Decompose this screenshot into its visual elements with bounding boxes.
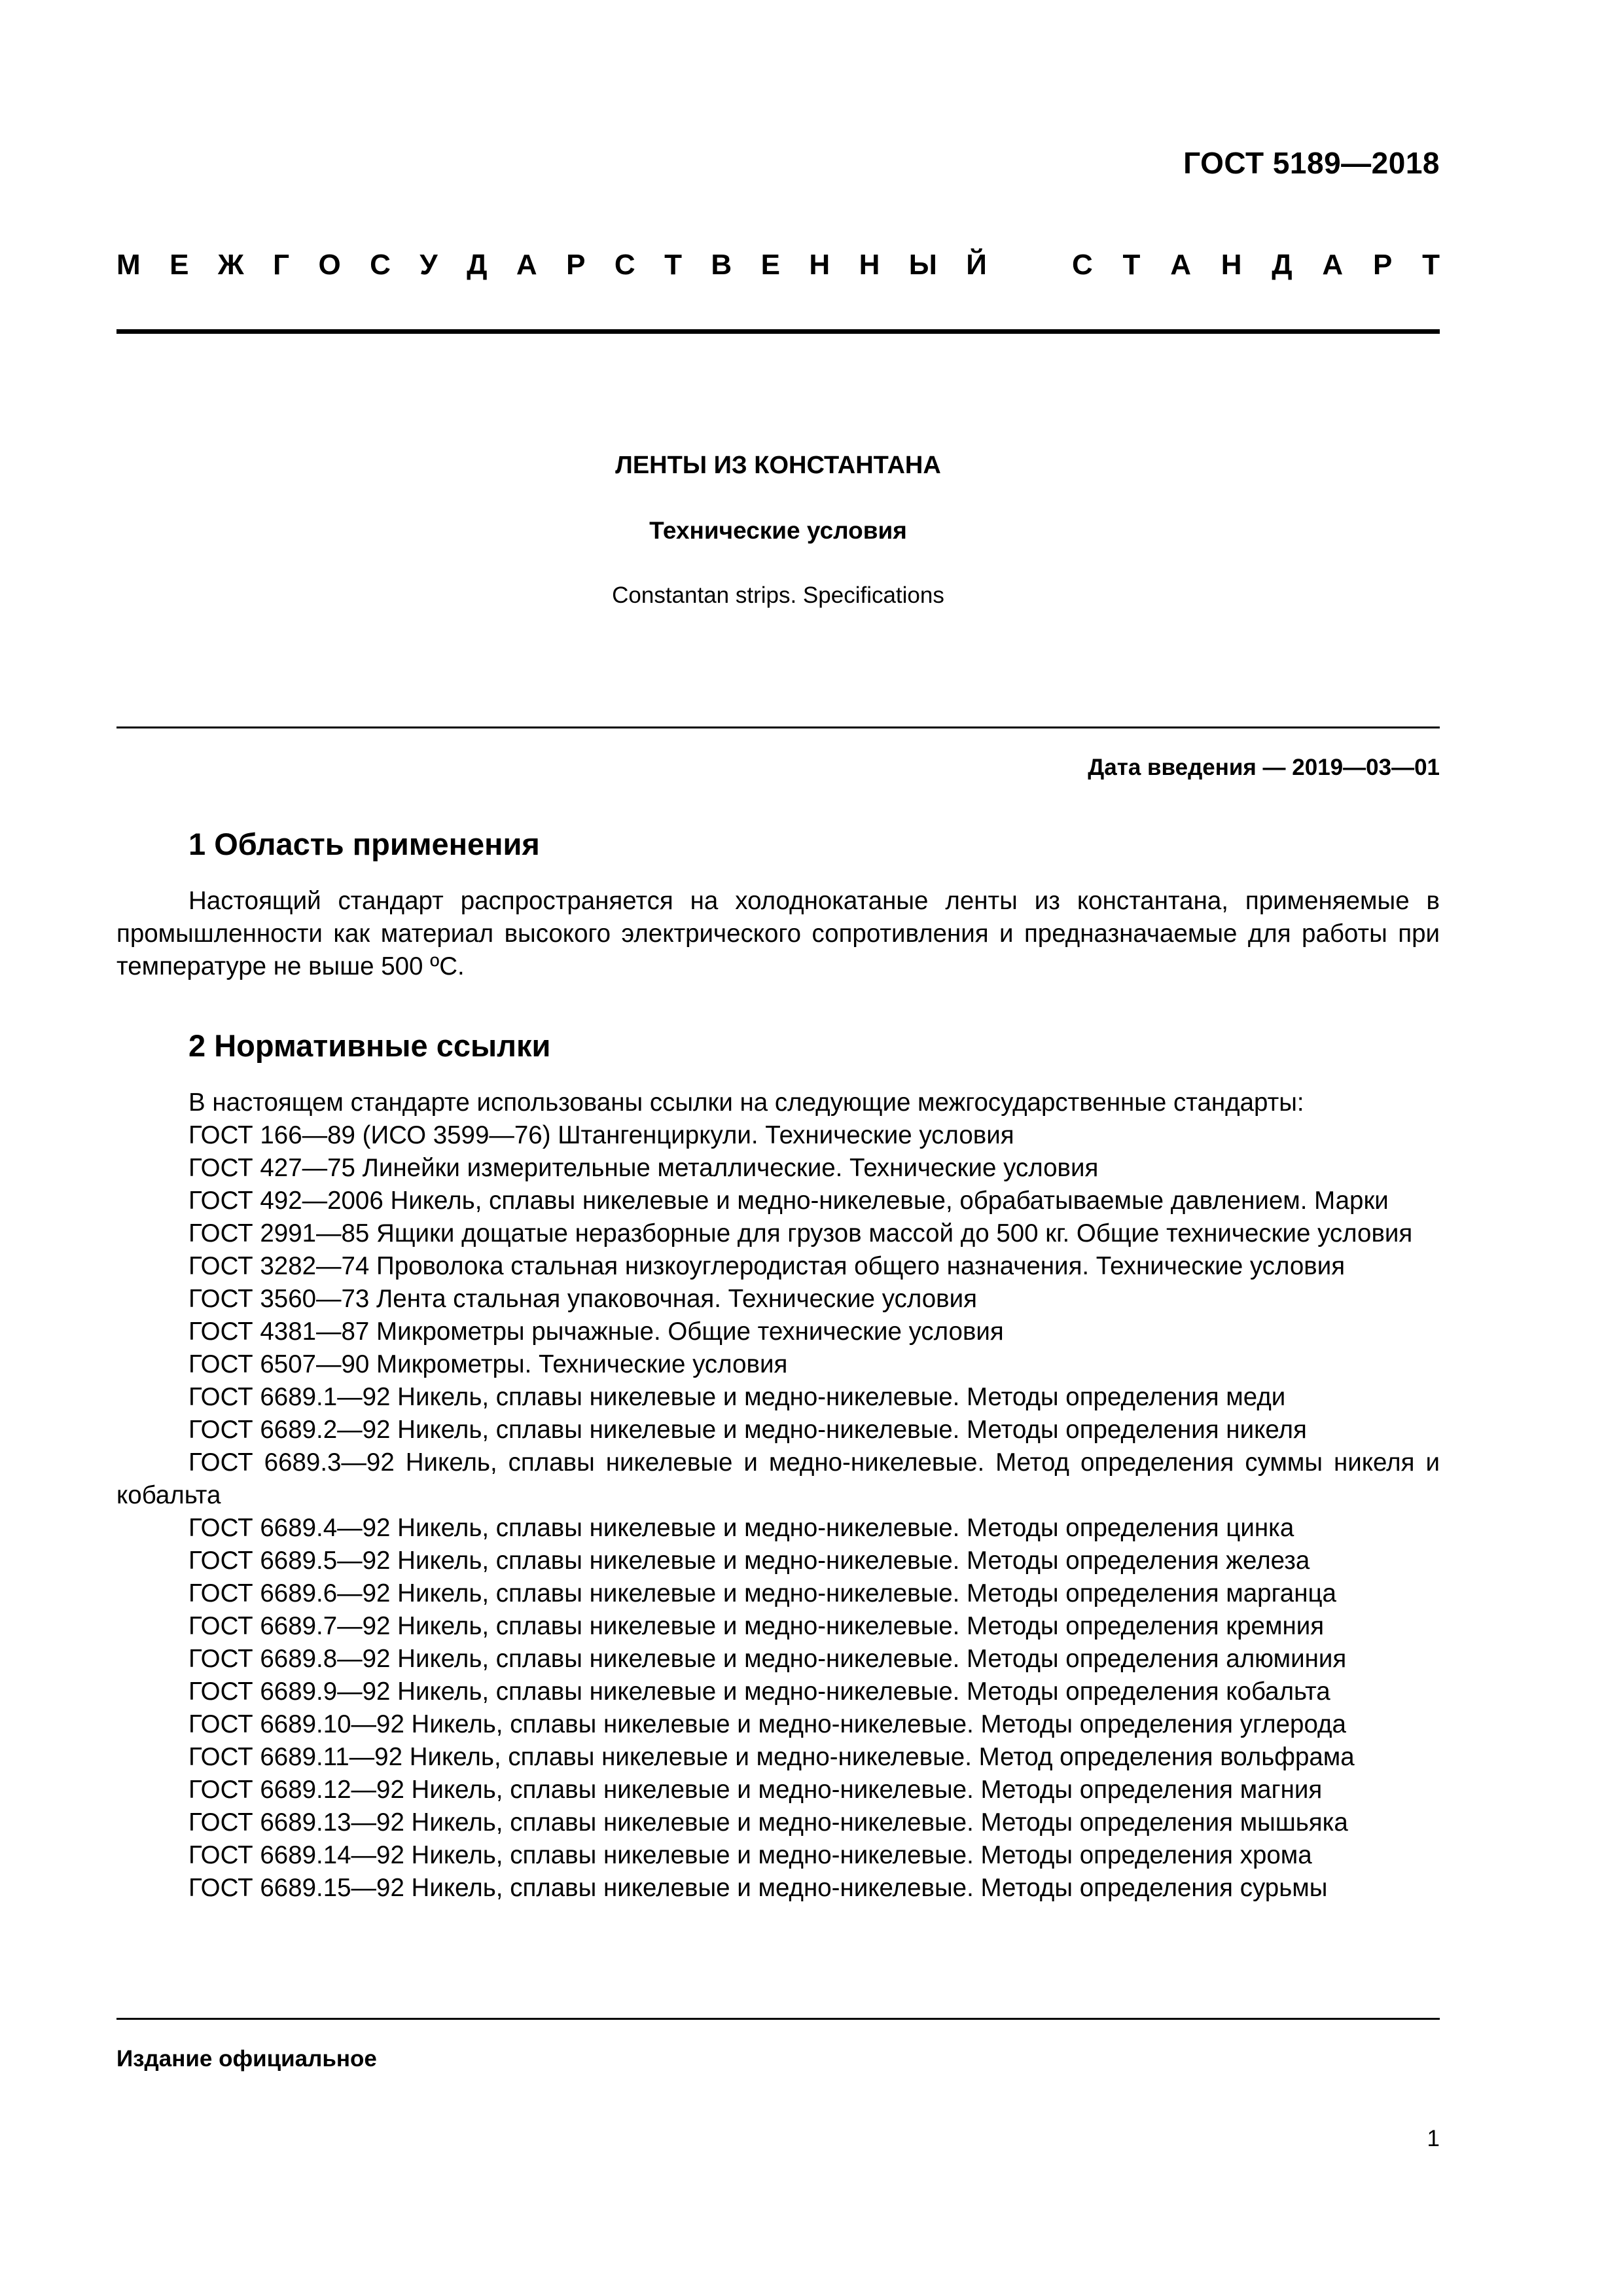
reference-item: ГОСТ 166—89 (ИСО 3599—76) Штангенциркули. Технические условия [188,1121,1014,1149]
category-letter: Е [760,249,780,281]
reference-item: ГОСТ 6689.7—92 Никель, сплавы никелевые и медно-никелевые. Методы определения кремния [188,1612,1325,1640]
category-letter: О [318,249,341,281]
category-word-standard [1072,249,1440,281]
reference-item: ГОСТ 492—2006 Никель, сплавы никелевые и медно-никелевые, обрабатываемые давлением. Марки [188,1187,1389,1215]
category-letter: У [419,249,438,281]
reference-item: ГОСТ 6507—90 Микрометры. Технические условия [188,1350,788,1378]
document-page [116,0,1440,2296]
document-subtitle: Технические условия [649,517,907,544]
standard-category [116,249,1440,281]
reference-item: ГОСТ 6689.3—92 Никель, сплавы никелевые и медно-никелевые. Метод определения суммы никеля и кобальта [116,1448,1440,1509]
section-1-text: Настоящий стандарт распространяется на холоднокатаные ленты из константана, применяемые в промышленности как материал высокого электрического сопротивления и предназначаемые для работы при температуре не выше 500 ºС. [116,887,1440,980]
category-word-interstate [116,249,987,281]
section-1-heading: 1 Область применения [188,827,540,861]
reference-item: ГОСТ 6689.12—92 Никель, сплавы никелевые и медно-никелевые. Методы определения магния [188,1776,1323,1804]
edition-label: Издание официальное [116,2046,377,2072]
reference-item: ГОСТ 3282—74 Проволока стальная низкоуглеродистая общего назначения. Технические условия [188,1252,1346,1280]
category-letter: Т [664,249,682,281]
category-letter: Ж [217,249,244,281]
category-letter: Д [1272,249,1293,281]
reference-item: ГОСТ 6689.1—92 Никель, сплавы никелевые и медно-никелевые. Методы определения меди [188,1383,1286,1411]
page-number: 1 [1427,2126,1440,2151]
category-letter: С [614,249,635,281]
references-intro: В настоящем стандарте использованы ссылки на следующие межгосударственные стандарты: [188,1088,1304,1117]
category-letter: С [1072,249,1093,281]
category-letter: В [711,249,732,281]
reference-item: ГОСТ 6689.5—92 Никель, сплавы никелевые и медно-никелевые. Методы определения железа [188,1547,1310,1575]
reference-item: ГОСТ 6689.2—92 Никель, сплавы никелевые и медно-никелевые. Методы определения никеля [188,1416,1307,1444]
category-letter: Ы [908,249,937,281]
category-letter: А [1322,249,1344,281]
footer-rule [116,2018,1440,2020]
reference-item: ГОСТ 6689.8—92 Никель, сплавы никелевые и медно-никелевые. Методы определения алюминия [188,1645,1347,1673]
category-letter: Р [1372,249,1393,281]
category-letter: Д [467,249,488,281]
reference-item: ГОСТ 427—75 Линейки измерительные металлические. Технические условия [188,1154,1099,1182]
section-2-heading: 2 Нормативные ссылки [188,1028,551,1063]
category-letter: Т [1422,249,1440,281]
category-letter: А [1170,249,1191,281]
category-letter: С [370,249,391,281]
gost-code: ГОСТ 5189—2018 [1183,146,1440,180]
reference-item: ГОСТ 6689.13—92 Никель, сплавы никелевые и медно-никелевые. Методы определения мышьяка [188,1808,1348,1837]
reference-item: ГОСТ 6689.14—92 Никель, сплавы никелевые и медно-никелевые. Методы определения хрома [188,1841,1312,1869]
reference-item: ГОСТ 6689.6—92 Никель, сплавы никелевые и медно-никелевые. Методы определения марганца [188,1579,1336,1607]
category-letter: Н [859,249,880,281]
header-rule [116,329,1440,334]
reference-item: ГОСТ 3560—73 Лента стальная упаковочная. Технические условия [188,1285,977,1313]
category-letter: Н [1221,249,1242,281]
reference-item: ГОСТ 4381—87 Микрометры рычажные. Общие технические условия [188,1318,1004,1346]
category-letter: Т [1122,249,1141,281]
document-title: ЛЕНТЫ ИЗ КОНСТАНТАНА [615,452,941,479]
category-letter: А [516,249,537,281]
reference-item: ГОСТ 2991—85 Ящики дощатые неразборные для грузов массой до 500 кг. Общие технические условия [188,1219,1413,1247]
reference-item: ГОСТ 6689.11—92 Никель, сплавы никелевые и медно-никелевые. Метод определения вольфрама [188,1743,1355,1771]
introduction-date: Дата введения — 2019—03—01 [1088,755,1440,780]
category-letter: М [116,249,141,281]
reference-item: ГОСТ 6689.4—92 Никель, сплавы никелевые и медно-никелевые. Методы определения цинка [188,1514,1294,1542]
category-letter: Р [566,249,586,281]
reference-item: ГОСТ 6689.10—92 Никель, сплавы никелевые и медно-никелевые. Методы определения углерода [188,1710,1346,1738]
references-list [116,1086,1440,1905]
category-letter: Й [966,249,987,281]
category-letter: Е [169,249,189,281]
title-rule [116,726,1440,728]
category-letter: Н [809,249,830,281]
reference-item: ГОСТ 6689.15—92 Никель, сплавы никелевые и медно-никелевые. Методы определения сурьмы [188,1874,1328,1902]
category-letter: Г [273,249,290,281]
reference-item: ГОСТ 6689.9—92 Никель, сплавы никелевые и медно-никелевые. Методы определения кобальта [188,1677,1330,1706]
english-title: Constantan strips. Specifications [612,583,944,608]
